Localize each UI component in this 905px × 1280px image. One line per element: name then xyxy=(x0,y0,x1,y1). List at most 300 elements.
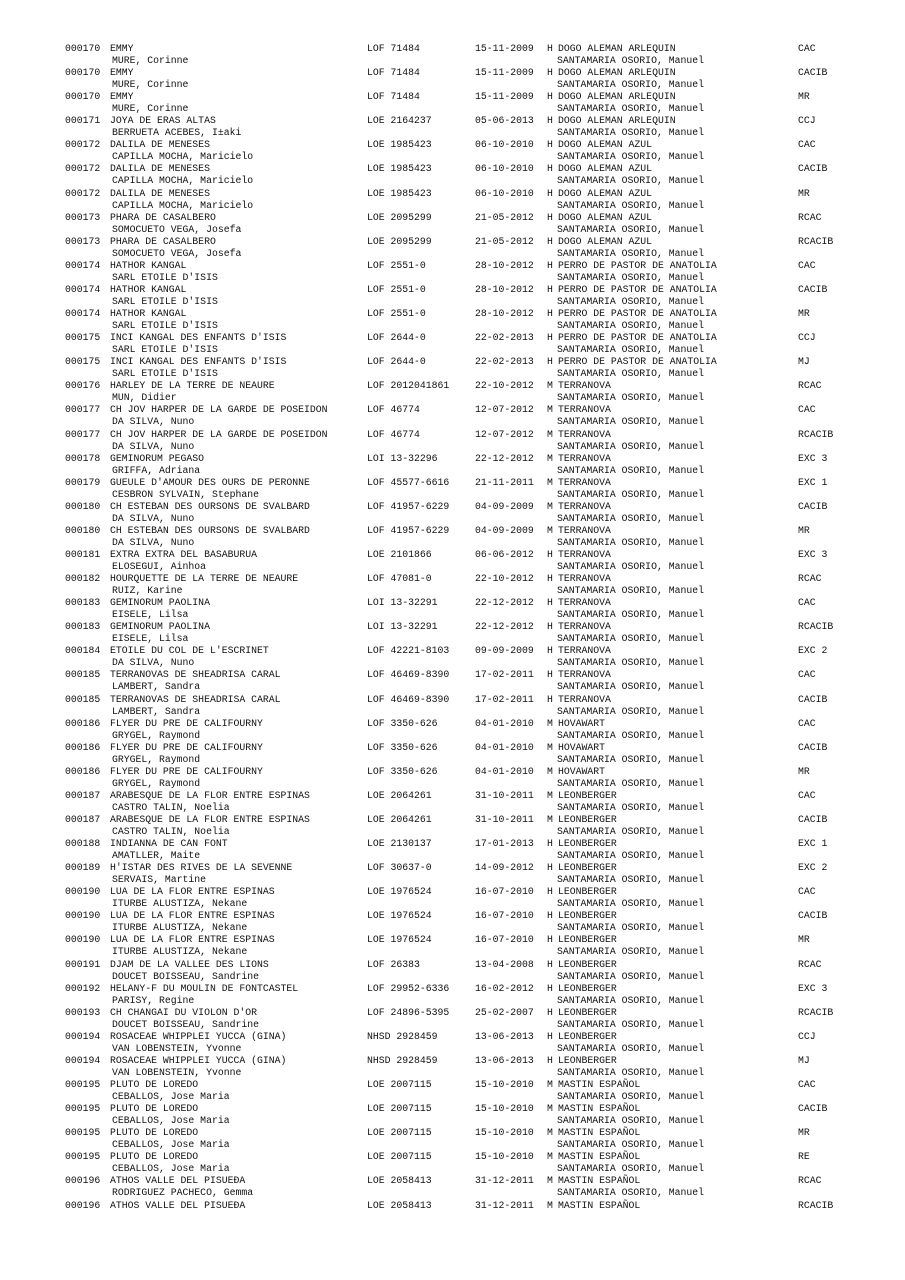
award-code: CAC xyxy=(798,1079,816,1091)
dog-name: EXTRA EXTRA DEL BASABURUA xyxy=(110,548,257,560)
registration-number: LOF 45577-6616 xyxy=(367,476,450,488)
award-code: RCAC xyxy=(798,211,822,223)
owner-name: CEBALLOS, Jose Maria xyxy=(112,1139,230,1151)
entry-number: 000190 xyxy=(65,886,101,898)
result-row xyxy=(0,694,905,718)
owner-name: ITURBE ALUSTIZA, Nekane xyxy=(112,922,248,934)
sex-code: H xyxy=(547,308,553,320)
entry-number: 000182 xyxy=(65,573,101,585)
breed-name: LEONBERGER xyxy=(558,838,617,850)
dog-name: FLYER DU PRE DE CALIFOURNY xyxy=(110,765,263,777)
birth-date: 15-10-2010 xyxy=(475,1103,534,1115)
sex-code: H xyxy=(547,115,553,127)
award-code: CACIB xyxy=(798,741,828,753)
owner-name: LAMBERT, Sandra xyxy=(112,705,201,717)
registration-number: LOF 42221-8103 xyxy=(367,645,450,657)
breed-name: PERRO DE PASTOR DE ANATOLIA xyxy=(558,283,717,295)
owner-name: ITURBE ALUSTIZA, Nekane xyxy=(112,946,248,958)
birth-date: 22-12-2012 xyxy=(475,597,534,609)
dog-name: LUA DE LA FLOR ENTRE ESPINAS xyxy=(110,910,275,922)
judge-name: SANTAMARIA OSORIO, Manuel xyxy=(557,1066,704,1078)
birth-date: 22-02-2013 xyxy=(475,332,534,344)
judge-name: SANTAMARIA OSORIO, Manuel xyxy=(557,79,704,91)
entry-number: 000196 xyxy=(65,1199,101,1211)
birth-date: 15-10-2010 xyxy=(475,1127,534,1139)
registration-number: LOF 2551-0 xyxy=(367,259,426,271)
birth-date: 31-12-2011 xyxy=(475,1199,534,1211)
entry-number: 000172 xyxy=(65,163,101,175)
dog-name: LUA DE LA FLOR ENTRE ESPINAS xyxy=(110,886,275,898)
breed-name: DOGO ALEMAN AZUL xyxy=(558,211,653,223)
registration-number: LOE 2064261 xyxy=(367,789,432,801)
award-code: MR xyxy=(798,1127,810,1139)
birth-date: 31-10-2011 xyxy=(475,814,534,825)
judge-name: SANTAMARIA OSORIO, Manuel xyxy=(557,874,704,886)
sex-code: H xyxy=(547,235,553,247)
breed-name: MASTIN ESPAÑOL xyxy=(558,1199,641,1211)
birth-date: 15-10-2010 xyxy=(475,1151,534,1163)
breed-name: DOGO ALEMAN ARLEQUIN xyxy=(558,91,676,103)
registration-number: LOE 2058413 xyxy=(367,1199,432,1211)
registration-number: LOF 29952-6336 xyxy=(367,982,450,994)
dog-name: ARABESQUE DE LA FLOR ENTRE ESPINAS xyxy=(110,789,310,801)
breed-name: TERRANOVA xyxy=(558,380,611,392)
sex-code: H xyxy=(547,958,553,970)
entry-number: 000191 xyxy=(65,958,101,970)
judge-name: SANTAMARIA OSORIO, Manuel xyxy=(557,946,704,958)
sex-code: H xyxy=(547,862,553,874)
registration-number: LOI 13-32296 xyxy=(367,452,438,464)
registration-number: LOE 1985423 xyxy=(367,163,432,175)
birth-date: 16-02-2012 xyxy=(475,982,534,994)
award-code: RCACIB xyxy=(798,1199,834,1211)
owner-name: MURE, Corinne xyxy=(112,103,189,115)
judge-name: SANTAMARIA OSORIO, Manuel xyxy=(557,1018,704,1030)
results-page xyxy=(0,43,905,1224)
judge-name: SANTAMARIA OSORIO, Manuel xyxy=(557,536,704,548)
sex-code: H xyxy=(547,934,553,946)
owner-name: CASTRO TALIN, Noelia xyxy=(112,801,230,813)
owner-name: EISELE, Lilsa xyxy=(112,633,189,645)
sex-code: H xyxy=(547,91,553,103)
result-row xyxy=(0,43,905,67)
registration-number: LOF 2551-0 xyxy=(367,308,426,320)
owner-name: CEBALLOS, Jose Maria xyxy=(112,1091,230,1103)
award-code: CAC xyxy=(798,717,816,729)
dog-name: GEMINORUM PAOLINA xyxy=(110,621,210,633)
dog-name: CH JOV HARPER DE LA GARDE DE POSEIDON xyxy=(110,428,328,440)
judge-name: SANTAMARIA OSORIO, Manuel xyxy=(557,609,704,621)
owner-name: SARL ETOILE D'ISIS xyxy=(112,320,218,332)
judge-name: SANTAMARIA OSORIO, Manuel xyxy=(557,127,704,139)
registration-number: LOF 46774 xyxy=(367,404,420,416)
registration-number: LOF 71484 xyxy=(367,43,420,54)
sex-code: H xyxy=(547,621,553,633)
owner-name: BERRUETA ACEBES, I±aki xyxy=(112,127,242,139)
birth-date: 28-10-2012 xyxy=(475,259,534,271)
breed-name: PERRO DE PASTOR DE ANATOLIA xyxy=(558,332,717,344)
breed-name: PERRO DE PASTOR DE ANATOLIA xyxy=(558,356,717,368)
dog-name: PLUTO DE LOREDO xyxy=(110,1103,199,1115)
entry-number: 000195 xyxy=(65,1151,101,1163)
award-code: EXC 3 xyxy=(798,982,828,994)
judge-name: SANTAMARIA OSORIO, Manuel xyxy=(557,850,704,862)
owner-name: CEBALLOS, Jose Maria xyxy=(112,1163,230,1175)
registration-number: NHSD 2928459 xyxy=(367,1054,438,1066)
registration-number: LOE 1976524 xyxy=(367,934,432,946)
birth-date: 31-12-2011 xyxy=(475,1175,534,1187)
owner-name: DA SILVA, Nuno xyxy=(112,416,195,428)
entry-number: 000183 xyxy=(65,621,101,633)
dog-name: ROSACEAE WHIPPLEI YUCCA (GINA) xyxy=(110,1054,287,1066)
award-code: CACIB xyxy=(798,693,828,705)
dog-name: CH ESTEBAN DES OURSONS DE SVALBARD xyxy=(110,524,310,536)
result-row xyxy=(0,910,905,934)
award-code: MR xyxy=(798,524,810,536)
owner-name: PARISY, Regine xyxy=(112,994,195,1006)
entry-number: 000190 xyxy=(65,910,101,922)
judge-name: SANTAMARIA OSORIO, Manuel xyxy=(557,994,704,1006)
award-code: CAC xyxy=(798,789,816,801)
sex-code: M xyxy=(547,1199,553,1211)
entry-number: 000172 xyxy=(65,139,101,151)
birth-date: 22-12-2012 xyxy=(475,452,534,464)
breed-name: TERRANOVA xyxy=(558,573,611,585)
birth-date: 06-10-2010 xyxy=(475,187,534,199)
breed-name: LEONBERGER xyxy=(558,789,617,801)
result-row xyxy=(0,501,905,525)
dog-name: TERRANOVAS DE SHEADRISA CARAL xyxy=(110,693,281,705)
result-row xyxy=(0,597,905,621)
result-row xyxy=(0,669,905,693)
sex-code: H xyxy=(547,597,553,609)
sex-code: M xyxy=(547,765,553,777)
sex-code: M xyxy=(547,428,553,440)
judge-name: SANTAMARIA OSORIO, Manuel xyxy=(557,151,704,163)
birth-date: 28-10-2012 xyxy=(475,283,534,295)
owner-name: DOUCET BOISSEAU, Sandrine xyxy=(112,970,259,982)
entry-number: 000196 xyxy=(65,1175,101,1187)
birth-date: 13-06-2013 xyxy=(475,1054,534,1066)
birth-date: 16-07-2010 xyxy=(475,910,534,922)
dog-name: EMMY xyxy=(110,91,134,103)
judge-name: SANTAMARIA OSORIO, Manuel xyxy=(557,512,704,524)
result-row xyxy=(0,886,905,910)
registration-number: LOE 2095299 xyxy=(367,235,432,247)
sex-code: M xyxy=(547,1079,553,1091)
breed-name: DOGO ALEMAN AZUL xyxy=(558,235,653,247)
sex-code: H xyxy=(547,669,553,681)
result-row xyxy=(0,1007,905,1031)
entry-number: 000194 xyxy=(65,1054,101,1066)
owner-name: GRYGEL, Raymond xyxy=(112,729,201,741)
result-row xyxy=(0,790,905,814)
registration-number: LOE 2058413 xyxy=(367,1175,432,1187)
birth-date: 25-02-2007 xyxy=(475,1006,534,1018)
dog-name: HATHOR KANGAL xyxy=(110,308,187,320)
dog-name: HARLEY DE LA TERRE DE NEAURE xyxy=(110,380,275,392)
breed-name: LEONBERGER xyxy=(558,958,617,970)
breed-name: HOVAWART xyxy=(558,741,606,753)
dog-name: PLUTO DE LOREDO xyxy=(110,1127,199,1139)
sex-code: H xyxy=(547,1030,553,1042)
dog-name: TERRANOVAS DE SHEADRISA CARAL xyxy=(110,669,281,681)
birth-date: 14-09-2012 xyxy=(475,862,534,874)
breed-name: TERRANOVA xyxy=(558,476,611,488)
entry-number: 000174 xyxy=(65,259,101,271)
dog-name: DALILA DE MENESES xyxy=(110,139,210,151)
judge-name: SANTAMARIA OSORIO, Manuel xyxy=(557,247,704,259)
entry-number: 000186 xyxy=(65,741,101,753)
registration-number: LOF 3350-626 xyxy=(367,717,438,729)
result-row xyxy=(0,308,905,332)
registration-number: LOE 1985423 xyxy=(367,187,432,199)
result-row xyxy=(0,477,905,501)
registration-number: LOI 13-32291 xyxy=(367,597,438,609)
judge-name: SANTAMARIA OSORIO, Manuel xyxy=(557,1187,704,1199)
owner-name: SARL ETOILE D'ISIS xyxy=(112,344,218,356)
award-code: RCAC xyxy=(798,380,822,392)
award-code: CAC xyxy=(798,259,816,271)
birth-date: 06-10-2010 xyxy=(475,139,534,151)
birth-date: 06-06-2012 xyxy=(475,548,534,560)
entry-number: 000172 xyxy=(65,187,101,199)
entry-number: 000195 xyxy=(65,1103,101,1115)
birth-date: 31-10-2011 xyxy=(475,789,534,801)
breed-name: LEONBERGER xyxy=(558,886,617,898)
dog-name: INCI KANGAL DES ENFANTS D'ISIS xyxy=(110,356,287,368)
birth-date: 17-02-2011 xyxy=(475,693,534,705)
judge-name: SANTAMARIA OSORIO, Manuel xyxy=(557,320,704,332)
birth-date: 09-09-2009 xyxy=(475,645,534,657)
dog-name: LUA DE LA FLOR ENTRE ESPINAS xyxy=(110,934,275,946)
owner-name: EISELE, Lilsa xyxy=(112,609,189,621)
birth-date: 28-10-2012 xyxy=(475,308,534,320)
award-code: RCAC xyxy=(798,1175,822,1187)
award-code: EXC 2 xyxy=(798,645,828,657)
registration-number: LOF 71484 xyxy=(367,91,420,103)
breed-name: PERRO DE PASTOR DE ANATOLIA xyxy=(558,259,717,271)
breed-name: TERRANOVA xyxy=(558,693,611,705)
sex-code: H xyxy=(547,693,553,705)
award-code: MR xyxy=(798,308,810,320)
judge-name: SANTAMARIA OSORIO, Manuel xyxy=(557,223,704,235)
result-row xyxy=(0,1151,905,1175)
dog-name: ATHOS VALLE DEL PISUEÐA xyxy=(110,1199,246,1211)
sex-code: H xyxy=(547,1006,553,1018)
award-code: RCACIB xyxy=(798,1006,834,1018)
entry-number: 000176 xyxy=(65,380,101,392)
entry-number: 000175 xyxy=(65,356,101,368)
owner-name: RUIZ, Karine xyxy=(112,585,183,597)
registration-number: LOF 2644-0 xyxy=(367,356,426,368)
judge-name: SANTAMARIA OSORIO, Manuel xyxy=(557,344,704,356)
result-row xyxy=(0,380,905,404)
owner-name: SERVAIS, Martine xyxy=(112,874,207,886)
entry-number: 000193 xyxy=(65,1006,101,1018)
entry-number: 000180 xyxy=(65,524,101,536)
breed-name: TERRANOVA xyxy=(558,669,611,681)
result-row xyxy=(0,67,905,91)
result-row xyxy=(0,236,905,260)
registration-number: LOF 47081-0 xyxy=(367,573,432,585)
birth-date: 22-10-2012 xyxy=(475,380,534,392)
entry-number: 000186 xyxy=(65,717,101,729)
judge-name: SANTAMARIA OSORIO, Manuel xyxy=(557,392,704,404)
judge-name: SANTAMARIA OSORIO, Manuel xyxy=(557,560,704,572)
sex-code: H xyxy=(547,332,553,344)
birth-date: 13-06-2013 xyxy=(475,1030,534,1042)
result-row xyxy=(0,404,905,428)
entry-number: 000190 xyxy=(65,934,101,946)
registration-number: LOF 30637-0 xyxy=(367,862,432,874)
result-row xyxy=(0,621,905,645)
result-row xyxy=(0,983,905,1007)
dog-name: HATHOR KANGAL xyxy=(110,259,187,271)
breed-name: MASTIN ESPAÑOL xyxy=(558,1103,641,1115)
dog-name: HELANY-F DU MOULIN DE FONTCASTEL xyxy=(110,982,299,994)
birth-date: 16-07-2010 xyxy=(475,886,534,898)
result-row xyxy=(0,284,905,308)
breed-name: HOVAWART xyxy=(558,717,606,729)
sex-code: M xyxy=(547,404,553,416)
sex-code: H xyxy=(547,982,553,994)
registration-number: LOF 3350-626 xyxy=(367,765,438,777)
result-row xyxy=(0,1175,905,1199)
birth-date: 22-12-2012 xyxy=(475,621,534,633)
birth-date: 04-09-2009 xyxy=(475,500,534,512)
birth-date: 06-10-2010 xyxy=(475,163,534,175)
entry-number: 000181 xyxy=(65,548,101,560)
result-row xyxy=(0,139,905,163)
entry-number: 000192 xyxy=(65,982,101,994)
breed-name: DOGO ALEMAN ARLEQUIN xyxy=(558,115,676,127)
entry-number: 000189 xyxy=(65,862,101,874)
sex-code: H xyxy=(547,356,553,368)
entry-number: 000195 xyxy=(65,1079,101,1091)
award-code: MR xyxy=(798,91,810,103)
dog-name: DALILA DE MENESES xyxy=(110,163,210,175)
breed-name: DOGO ALEMAN AZUL xyxy=(558,139,653,151)
registration-number: LOE 1976524 xyxy=(367,910,432,922)
breed-name: DOGO ALEMAN ARLEQUIN xyxy=(558,67,676,79)
award-code: CACIB xyxy=(798,163,828,175)
breed-name: LEONBERGER xyxy=(558,1006,617,1018)
result-row xyxy=(0,1103,905,1127)
entry-number: 000178 xyxy=(65,452,101,464)
result-row xyxy=(0,429,905,453)
judge-name: SANTAMARIA OSORIO, Manuel xyxy=(557,729,704,741)
award-code: RCAC xyxy=(798,573,822,585)
result-row xyxy=(0,766,905,790)
dog-name: FLYER DU PRE DE CALIFOURNY xyxy=(110,717,263,729)
owner-name: AMATLLER, Maite xyxy=(112,850,201,862)
sex-code: H xyxy=(547,187,553,199)
award-code: MR xyxy=(798,187,810,199)
award-code: CACIB xyxy=(798,1103,828,1115)
award-code: RE xyxy=(798,1151,810,1163)
dog-name: EMMY xyxy=(110,67,134,79)
judge-name: SANTAMARIA OSORIO, Manuel xyxy=(557,801,704,813)
sex-code: H xyxy=(547,211,553,223)
owner-name: SOMOCUETO VEGA, Josefa xyxy=(112,223,242,235)
breed-name: MASTIN ESPAÑOL xyxy=(558,1127,641,1139)
result-row xyxy=(0,1079,905,1103)
dog-name: CH CHANGAI DU VIOLON D'OR xyxy=(110,1006,257,1018)
owner-name: DA SILVA, Nuno xyxy=(112,657,195,669)
dog-name: GEMINORUM PAOLINA xyxy=(110,597,210,609)
owner-name: VAN LOBENSTEIN, Yvonne xyxy=(112,1066,242,1078)
judge-name: SANTAMARIA OSORIO, Manuel xyxy=(557,1091,704,1103)
judge-name: SANTAMARIA OSORIO, Manuel xyxy=(557,199,704,211)
award-code: CACIB xyxy=(798,283,828,295)
judge-name: SANTAMARIA OSORIO, Manuel xyxy=(557,103,704,115)
dog-name: DALILA DE MENESES xyxy=(110,187,210,199)
result-row xyxy=(0,115,905,139)
dog-name: ROSACEAE WHIPPLEI YUCCA (GINA) xyxy=(110,1030,287,1042)
sex-code: M xyxy=(547,814,553,825)
judge-name: SANTAMARIA OSORIO, Manuel xyxy=(557,295,704,307)
owner-name: CESBRON SYLVAIN, Stephane xyxy=(112,488,259,500)
judge-name: SANTAMARIA OSORIO, Manuel xyxy=(557,633,704,645)
entry-number: 000186 xyxy=(65,765,101,777)
judge-name: SANTAMARIA OSORIO, Manuel xyxy=(557,585,704,597)
award-code: CAC xyxy=(798,597,816,609)
breed-name: DOGO ALEMAN ARLEQUIN xyxy=(558,43,676,54)
award-code: CCJ xyxy=(798,115,816,127)
birth-date: 04-09-2009 xyxy=(475,524,534,536)
entry-number: 000177 xyxy=(65,428,101,440)
sex-code: M xyxy=(547,717,553,729)
sex-code: H xyxy=(547,548,553,560)
sex-code: M xyxy=(547,380,553,392)
result-row xyxy=(0,356,905,380)
result-row xyxy=(0,453,905,477)
registration-number: LOF 46469-8390 xyxy=(367,669,450,681)
dog-name: HOURQUETTE DE LA TERRE DE NEAURE xyxy=(110,573,299,585)
dog-name: ETOILE DU COL DE L'ESCRINET xyxy=(110,645,269,657)
sex-code: H xyxy=(547,43,553,54)
breed-name: LEONBERGER xyxy=(558,1054,617,1066)
entry-number: 000179 xyxy=(65,476,101,488)
result-row xyxy=(0,959,905,983)
birth-date: 13-04-2008 xyxy=(475,958,534,970)
judge-name: SANTAMARIA OSORIO, Manuel xyxy=(557,416,704,428)
owner-name: MUN, Didier xyxy=(112,392,177,404)
registration-number: LOF 41957-6229 xyxy=(367,500,450,512)
birth-date: 04-01-2010 xyxy=(475,765,534,777)
dog-name: DJAM DE LA VALLEE DES LIONS xyxy=(110,958,269,970)
result-row xyxy=(0,838,905,862)
birth-date: 12-07-2012 xyxy=(475,404,534,416)
award-code: CACIB xyxy=(798,67,828,79)
birth-date: 22-02-2013 xyxy=(475,356,534,368)
registration-number: LOE 2007115 xyxy=(367,1151,432,1163)
judge-name: SANTAMARIA OSORIO, Manuel xyxy=(557,440,704,452)
sex-code: H xyxy=(547,1054,553,1066)
owner-name: ELOSEGUI, Ainhoa xyxy=(112,560,207,572)
sex-code: M xyxy=(547,1127,553,1139)
birth-date: 17-02-2011 xyxy=(475,669,534,681)
breed-name: LEONBERGER xyxy=(558,934,617,946)
award-code: CACIB xyxy=(798,910,828,922)
entry-number: 000185 xyxy=(65,693,101,705)
dog-name: GEMINORUM PEGASO xyxy=(110,452,205,464)
sex-code: H xyxy=(547,67,553,79)
breed-name: LEONBERGER xyxy=(558,910,617,922)
registration-number: LOE 1976524 xyxy=(367,886,432,898)
result-row xyxy=(0,163,905,187)
